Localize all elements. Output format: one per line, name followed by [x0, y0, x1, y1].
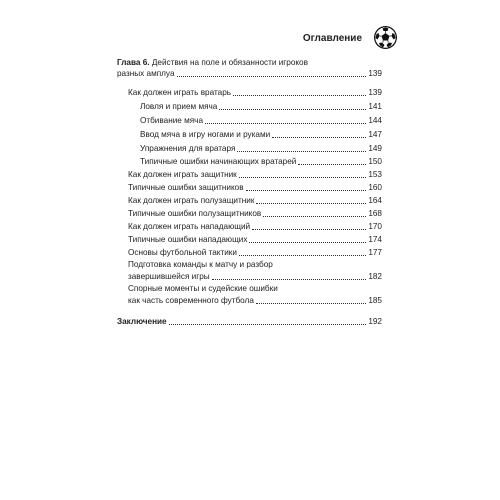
leader-dots — [219, 109, 366, 110]
leader-dots — [252, 229, 366, 230]
page-number: 177 — [368, 248, 382, 257]
entry-title: Упражнения для вратаря — [140, 144, 236, 153]
leader-dots — [249, 242, 366, 243]
page-number: 168 — [368, 209, 382, 218]
page-number: 139 — [368, 69, 382, 78]
entry-title: Ловля и прием мяча — [140, 102, 218, 111]
leader-dots — [212, 279, 367, 280]
toc-entry[interactable] — [128, 284, 382, 306]
toc-entry[interactable] — [128, 248, 382, 258]
leader-dots — [205, 123, 366, 124]
entry-title: Основы футбольной тактики — [128, 248, 237, 257]
toc-conclusion[interactable] — [117, 317, 382, 327]
toc-entry[interactable] — [128, 222, 382, 232]
toc-entry[interactable] — [140, 102, 382, 112]
leader-dots — [239, 255, 366, 256]
toc-entry[interactable] — [128, 183, 382, 193]
page-number: 174 — [368, 235, 382, 244]
chapter-title-line1: Действия на поле и обязанности игроков — [151, 58, 308, 67]
entry-title: как часть современного футбола — [128, 296, 254, 305]
page-number: 164 — [368, 196, 382, 205]
leader-dots — [237, 151, 366, 152]
entry-title-line1: Подготовка команды к матчу и разбор — [128, 260, 273, 269]
leader-dots — [298, 164, 366, 165]
leader-dots — [256, 203, 366, 204]
entry-title: Как должен играть вратарь — [128, 88, 232, 97]
toc-entry[interactable] — [140, 157, 382, 167]
leader-dots — [246, 190, 367, 191]
leader-dots — [233, 95, 366, 96]
toc-entry[interactable] — [140, 116, 382, 126]
toc-entry[interactable] — [128, 209, 382, 219]
toc-entry[interactable] — [140, 144, 382, 154]
leader-dots — [272, 137, 366, 138]
toc-entry[interactable] — [128, 235, 382, 245]
page-number: 139 — [368, 88, 382, 97]
chapter-heading — [117, 58, 308, 68]
chapter-title-line2: разных амплуа — [117, 69, 175, 78]
entry-title: Как должен играть полузащитник — [128, 196, 255, 205]
page-number: 141 — [368, 102, 382, 111]
toc-entry[interactable] — [128, 88, 382, 98]
entry-title: Типичные ошибки начинающих вратарей — [140, 157, 297, 166]
toc-entry[interactable] — [128, 260, 382, 282]
toc-entry[interactable] — [128, 170, 382, 180]
entry-title: Типичные ошибки защитников — [128, 183, 244, 192]
leader-dots — [263, 216, 366, 217]
page-number: 160 — [368, 183, 382, 192]
header-title: Оглавление — [302, 33, 362, 44]
entry-title: Типичные ошибки полузащитников — [128, 209, 262, 218]
chapter-prefix: Глава 6. — [117, 58, 150, 67]
entry-title: Как должен играть нападающий — [128, 222, 251, 231]
entry-title: завершившейся игры — [128, 272, 210, 281]
conclusion-title: Заключение — [117, 317, 167, 326]
entry-title: Отбивание мяча — [140, 116, 203, 125]
toc-chapter-6[interactable] — [117, 58, 382, 79]
page-number: 170 — [368, 222, 382, 231]
entry-title: Ввод мяча в игру ногами и руками — [140, 130, 271, 139]
leader-dots — [239, 177, 367, 178]
page-number: 185 — [368, 296, 382, 305]
page-number: 144 — [368, 116, 382, 125]
toc-entry[interactable] — [128, 196, 382, 206]
page-number: 182 — [368, 272, 382, 281]
page-number: 147 — [368, 130, 382, 139]
entry-title: Как должен играть защитник — [128, 170, 237, 179]
page-number: 150 — [368, 157, 382, 166]
entry-title: Типичные ошибки нападающих — [128, 235, 248, 244]
toc-entry[interactable] — [140, 130, 382, 140]
page-number: 149 — [368, 144, 382, 153]
page-number: 192 — [368, 317, 382, 326]
leader-dots — [177, 76, 367, 77]
page-number: 153 — [368, 170, 382, 179]
leader-dots — [169, 324, 367, 325]
entry-title-line1: Спорные моменты и судейские ошибки — [128, 284, 278, 293]
leader-dots — [256, 303, 366, 304]
